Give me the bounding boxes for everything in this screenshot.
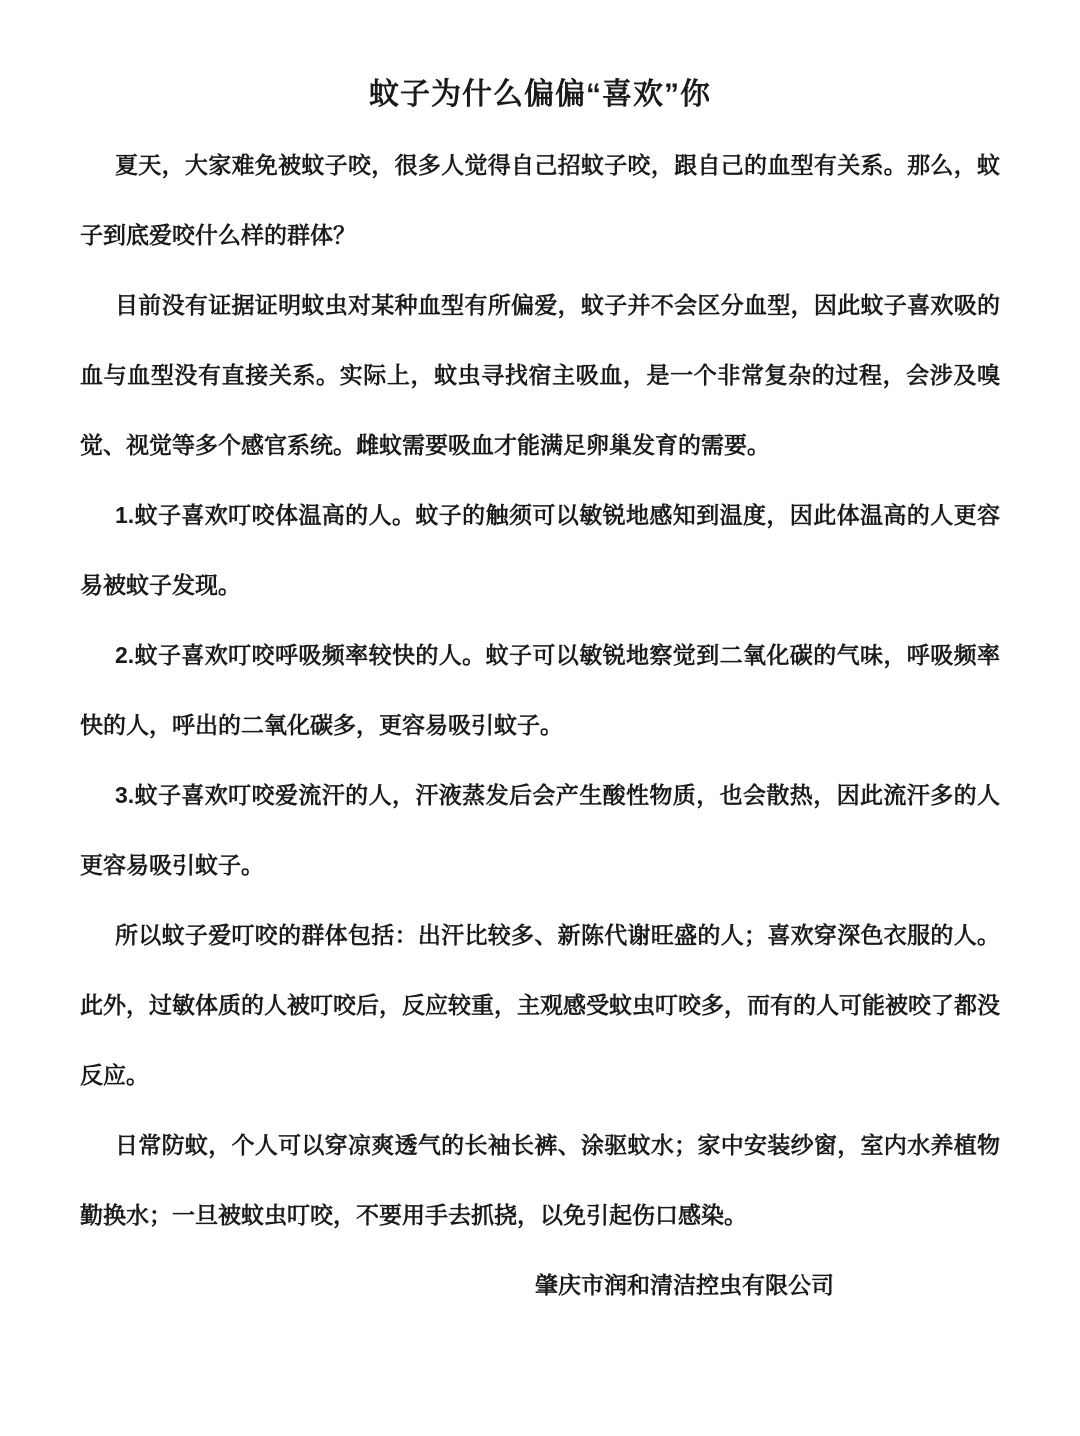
paragraph: 3.蚊子喜欢叮咬爱流汗的人，汗液蒸发后会产生酸性物质，也会散热，因此流汗多的人更容易吸引蚊子。 bbox=[80, 782, 1000, 878]
document-body bbox=[80, 130, 1000, 1250]
document-title: 蚊子为什么偏偏“喜欢”你 bbox=[369, 78, 711, 111]
paragraph: 夏天，大家难免被蚊子咬，很多人觉得自己招蚊子咬，跟自己的血型有关系。那么，蚊子到底爱咬什么样的群体？ bbox=[80, 152, 1000, 248]
paragraph: 2.蚊子喜欢叮咬呼吸频率较快的人。蚊子可以敏锐地察觉到二氧化碳的气味，呼吸频率快的人，呼出的二氧化碳多，更容易吸引蚊子。 bbox=[80, 642, 1000, 738]
signature-company-name: 肇庆市润和清洁控虫有限公司 bbox=[535, 1272, 834, 1298]
paragraph: 目前没有证据证明蚊虫对某种血型有所偏爱，蚊子并不会区分血型，因此蚊子喜欢吸的血与血型没有直接关系。实际上，蚊虫寻找宿主吸血，是一个非常复杂的过程，会涉及嗅觉、视觉等多个感官系统。雌蚊需要吸血才能满足卵巢发育的需要。 bbox=[80, 292, 1000, 458]
paragraph: 1.蚊子喜欢叮咬体温高的人。蚊子的触须可以敏锐地感知到温度，因此体温高的人更容易被蚊子发现。 bbox=[80, 502, 1000, 598]
paragraph: 日常防蚊，个人可以穿凉爽透气的长袖长裤、涂驱蚊水；家中安装纱窗，室内水养植物勤换水；一旦被蚊虫叮咬，不要用手去抓挠，以免引起伤口感染。 bbox=[80, 1132, 1000, 1228]
paragraph: 所以蚊子爱叮咬的群体包括：出汗比较多、新陈代谢旺盛的人；喜欢穿深色衣服的人。此外，过敏体质的人被叮咬后，反应较重，主观感受蚊虫叮咬多，而有的人可能被咬了都没反应。 bbox=[80, 922, 1000, 1088]
